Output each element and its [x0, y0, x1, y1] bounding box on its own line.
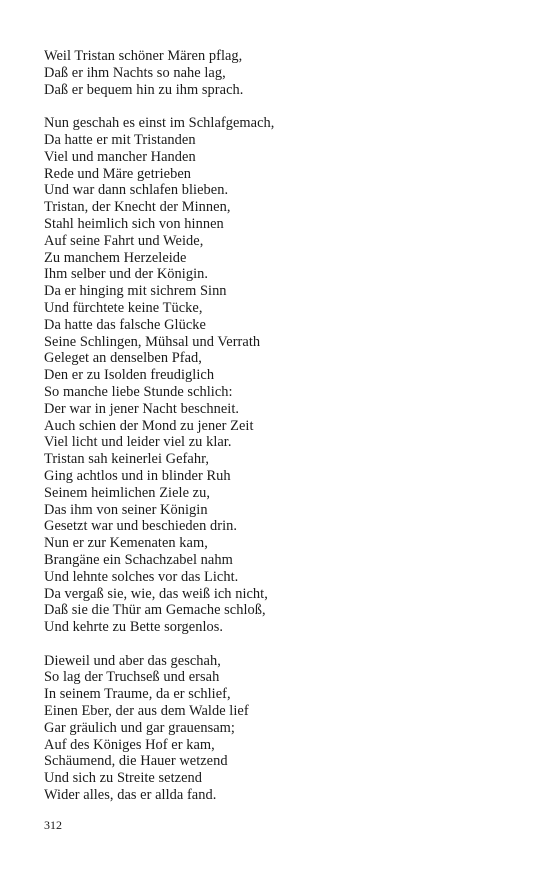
verse-line: In seinem Traume, da er schlief, — [44, 686, 231, 703]
verse-line: Zu manchem Herzeleide — [44, 249, 187, 266]
verse-line: So manche liebe Stunde schlich: — [44, 383, 233, 400]
verse-line: Und kehrte zu Bette sorgenlos. — [44, 619, 224, 636]
verse-line: Den er zu Isolden freudiglich — [44, 367, 215, 384]
verse-line: Und sich zu Streite setzend — [44, 770, 203, 787]
verse-line: Tristan sah keinerlei Gefahr, — [44, 451, 209, 468]
verse-line: Und lehnte solches vor das Licht. — [44, 568, 239, 585]
stanza-3 — [44, 653, 524, 804]
verse-line: Rede und Märe getrieben — [44, 165, 191, 182]
poem-text — [44, 48, 524, 804]
verse-line: Da vergaß sie, wie, das weiß ich nicht, — [44, 585, 268, 602]
verse-line: Seine Schlingen, Mühsal und Verrath — [44, 333, 261, 350]
verse-line: Gesetzt war und beschieden drin. — [44, 518, 238, 535]
verse-line: Wider alles, das er allda fand. — [44, 787, 217, 804]
verse-line: Und war dann schlafen blieben. — [44, 182, 229, 199]
verse-line: Brangäne ein Schachzabel nahm — [44, 551, 233, 568]
verse-line: Seinem heimlichen Ziele zu, — [44, 484, 210, 501]
verse-line: Stahl heimlich sich von hinnen — [44, 215, 224, 232]
verse-line: Und fürchtete keine Tücke, — [44, 299, 203, 316]
verse-line: Daß er bequem hin zu ihm sprach. — [44, 81, 244, 98]
verse-line: Daß sie die Thür am Gemache schloß, — [44, 602, 266, 619]
verse-line: Der war in jener Nacht beschneit. — [44, 400, 240, 417]
stanza-2 — [44, 115, 524, 636]
verse-line: Schäumend, die Hauer wetzend — [44, 753, 228, 770]
verse-line: Auf seine Fahrt und Weide, — [44, 232, 204, 249]
verse-line: Ihm selber und der Königin. — [44, 266, 209, 283]
verse-line: Das ihm von seiner Königin — [44, 501, 208, 518]
verse-line: Viel licht und leider viel zu klar. — [44, 434, 232, 451]
verse-line: Gar gräulich und gar grauensam; — [44, 719, 235, 736]
verse-line: Da hatte er mit Tristanden — [44, 131, 196, 148]
page-number: 312 — [44, 818, 62, 832]
verse-line: Geleget an denselben Pfad, — [44, 350, 202, 367]
verse-line: Nun er zur Kemenaten kam, — [44, 535, 208, 552]
verse-line: Ging achtlos und in blinder Ruh — [44, 467, 231, 484]
verse-line: Viel und mancher Handen — [44, 148, 196, 165]
verse-line: Daß er ihm Nachts so nahe lag, — [44, 64, 226, 81]
stanza-1 — [44, 48, 524, 98]
verse-line: Dieweil und aber das geschah, — [44, 652, 221, 669]
verse-line: Weil Tristan schöner Mären pflag, — [44, 48, 243, 64]
verse-line: Einen Eber, der aus dem Walde lief — [44, 703, 249, 720]
verse-line: Auf des Königes Hof er kam, — [44, 736, 215, 753]
verse-line: So lag der Truchseß und ersah — [44, 669, 220, 686]
verse-line: Nun geschah es einst im Schlafgemach, — [44, 115, 275, 132]
verse-line: Da er hinging mit sichrem Sinn — [44, 283, 227, 300]
verse-line: Auch schien der Mond zu jener Zeit — [44, 417, 254, 434]
verse-line: Tristan, der Knecht der Minnen, — [44, 199, 231, 216]
verse-line: Da hatte das falsche Glücke — [44, 316, 206, 333]
